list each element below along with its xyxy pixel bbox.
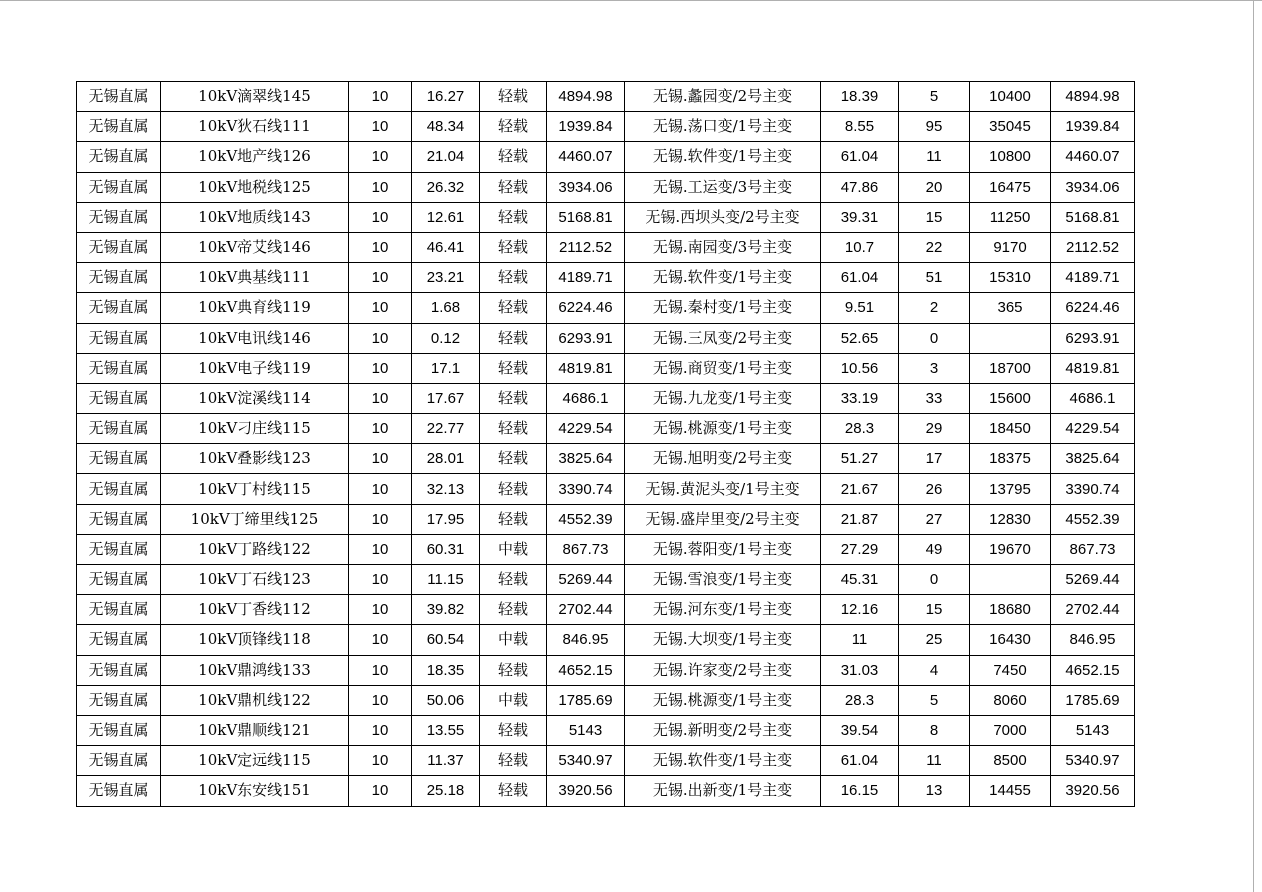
- transformer-load-rate-cell: 31.03: [821, 655, 899, 685]
- load-rate-cell: 23.21: [412, 263, 480, 293]
- transformer-load-rate-cell: 47.86: [821, 172, 899, 202]
- substation-transformer-cell: 无锡.软件变/1号主变: [625, 263, 821, 293]
- transformer-load-rate-cell: 45.31: [821, 565, 899, 595]
- substation-transformer-cell: 无锡.商贸变/1号主变: [625, 353, 821, 383]
- user-count-cell: 51: [899, 263, 970, 293]
- transformer-load-rate-cell: 61.04: [821, 142, 899, 172]
- load-rate-cell: 11.15: [412, 565, 480, 595]
- voltage-cell: 10: [349, 655, 412, 685]
- load-status-cell: 中载: [480, 625, 547, 655]
- line-name-cell: 10kV丁香线112: [161, 595, 349, 625]
- table-row: [77, 595, 1135, 625]
- load-rate-cell: 12.61: [412, 202, 480, 232]
- available-capacity-cell: 5340.97: [1051, 746, 1135, 776]
- line-name-cell: 10kV电讯线146: [161, 323, 349, 353]
- unit-cell: 无锡直属: [77, 595, 161, 625]
- unit-cell: 无锡直属: [77, 172, 161, 202]
- load-rate-cell: 17.95: [412, 504, 480, 534]
- load-rate-cell: 50.06: [412, 685, 480, 715]
- available-capacity-cell: 4460.07: [1051, 142, 1135, 172]
- user-count-cell: 13: [899, 776, 970, 806]
- user-capacity-cell: [970, 323, 1051, 353]
- line-name-cell: 10kV狄石线111: [161, 112, 349, 142]
- user-capacity-cell: 19670: [970, 534, 1051, 564]
- substation-transformer-cell: 无锡.工运变/3号主变: [625, 172, 821, 202]
- transformer-load-rate-cell: 8.55: [821, 112, 899, 142]
- substation-transformer-cell: 无锡.荡口变/1号主变: [625, 112, 821, 142]
- voltage-cell: 10: [349, 625, 412, 655]
- user-capacity-cell: 14455: [970, 776, 1051, 806]
- load-status-cell: 轻载: [480, 142, 547, 172]
- transformer-load-rate-cell: 39.31: [821, 202, 899, 232]
- remaining-capacity-cell: 4686.1: [547, 383, 625, 413]
- load-rate-cell: 48.34: [412, 112, 480, 142]
- load-rate-cell: 25.18: [412, 776, 480, 806]
- remaining-capacity-cell: 4552.39: [547, 504, 625, 534]
- available-capacity-cell: 3934.06: [1051, 172, 1135, 202]
- load-rate-cell: 39.82: [412, 595, 480, 625]
- substation-transformer-cell: 无锡.雪浪变/1号主变: [625, 565, 821, 595]
- unit-cell: 无锡直属: [77, 112, 161, 142]
- substation-transformer-cell: 无锡.蠡园变/2号主变: [625, 82, 821, 112]
- user-capacity-cell: 16430: [970, 625, 1051, 655]
- user-count-cell: 11: [899, 142, 970, 172]
- transformer-load-rate-cell: 27.29: [821, 534, 899, 564]
- load-status-cell: 轻载: [480, 172, 547, 202]
- user-capacity-cell: [970, 565, 1051, 595]
- remaining-capacity-cell: 6224.46: [547, 293, 625, 323]
- available-capacity-cell: 4552.39: [1051, 504, 1135, 534]
- remaining-capacity-cell: 4229.54: [547, 414, 625, 444]
- voltage-cell: 10: [349, 504, 412, 534]
- line-name-cell: 10kV滴翠线145: [161, 82, 349, 112]
- load-rate-cell: 16.27: [412, 82, 480, 112]
- user-capacity-cell: 16475: [970, 172, 1051, 202]
- load-status-cell: 轻载: [480, 414, 547, 444]
- line-name-cell: 10kV典育线119: [161, 293, 349, 323]
- user-capacity-cell: 18450: [970, 414, 1051, 444]
- load-status-cell: 中载: [480, 534, 547, 564]
- available-capacity-cell: 2702.44: [1051, 595, 1135, 625]
- user-count-cell: 49: [899, 534, 970, 564]
- substation-transformer-cell: 无锡.河东变/1号主变: [625, 595, 821, 625]
- unit-cell: 无锡直属: [77, 565, 161, 595]
- user-capacity-cell: 13795: [970, 474, 1051, 504]
- substation-transformer-cell: 无锡.三凤变/2号主变: [625, 323, 821, 353]
- remaining-capacity-cell: 846.95: [547, 625, 625, 655]
- remaining-capacity-cell: 5340.97: [547, 746, 625, 776]
- line-name-cell: 10kV丁路线122: [161, 534, 349, 564]
- voltage-cell: 10: [349, 263, 412, 293]
- load-rate-cell: 60.54: [412, 625, 480, 655]
- unit-cell: 无锡直属: [77, 414, 161, 444]
- available-capacity-cell: 5269.44: [1051, 565, 1135, 595]
- table-row: [77, 715, 1135, 745]
- voltage-cell: 10: [349, 232, 412, 262]
- remaining-capacity-cell: 6293.91: [547, 323, 625, 353]
- line-name-cell: 10kV鼎鸿线133: [161, 655, 349, 685]
- transformer-load-rate-cell: 9.51: [821, 293, 899, 323]
- table-row: [77, 323, 1135, 353]
- transformer-load-rate-cell: 51.27: [821, 444, 899, 474]
- voltage-cell: 10: [349, 414, 412, 444]
- user-count-cell: 0: [899, 323, 970, 353]
- voltage-cell: 10: [349, 776, 412, 806]
- table-row: [77, 685, 1135, 715]
- unit-cell: 无锡直属: [77, 293, 161, 323]
- transformer-load-rate-cell: 28.3: [821, 414, 899, 444]
- table-row: [77, 353, 1135, 383]
- unit-cell: 无锡直属: [77, 323, 161, 353]
- user-capacity-cell: 7450: [970, 655, 1051, 685]
- remaining-capacity-cell: 3825.64: [547, 444, 625, 474]
- voltage-cell: 10: [349, 534, 412, 564]
- voltage-cell: 10: [349, 685, 412, 715]
- user-capacity-cell: 8500: [970, 746, 1051, 776]
- page-right-border: [1253, 0, 1254, 892]
- remaining-capacity-cell: 1939.84: [547, 112, 625, 142]
- line-name-cell: 10kV顶锋线118: [161, 625, 349, 655]
- substation-transformer-cell: 无锡.南园变/3号主变: [625, 232, 821, 262]
- available-capacity-cell: 6293.91: [1051, 323, 1135, 353]
- load-rate-cell: 17.1: [412, 353, 480, 383]
- available-capacity-cell: 6224.46: [1051, 293, 1135, 323]
- user-count-cell: 8: [899, 715, 970, 745]
- available-capacity-cell: 4686.1: [1051, 383, 1135, 413]
- table-row: [77, 383, 1135, 413]
- available-capacity-cell: 867.73: [1051, 534, 1135, 564]
- load-status-cell: 轻载: [480, 474, 547, 504]
- table-row: [77, 625, 1135, 655]
- load-status-cell: 轻载: [480, 202, 547, 232]
- unit-cell: 无锡直属: [77, 353, 161, 383]
- available-capacity-cell: 4189.71: [1051, 263, 1135, 293]
- available-capacity-cell: 4819.81: [1051, 353, 1135, 383]
- user-capacity-cell: 10400: [970, 82, 1051, 112]
- table-row: [77, 474, 1135, 504]
- voltage-cell: 10: [349, 142, 412, 172]
- load-rate-cell: 21.04: [412, 142, 480, 172]
- transformer-load-rate-cell: 33.19: [821, 383, 899, 413]
- user-count-cell: 26: [899, 474, 970, 504]
- user-count-cell: 15: [899, 202, 970, 232]
- feeder-load-table: [76, 81, 1135, 807]
- transformer-load-rate-cell: 52.65: [821, 323, 899, 353]
- substation-transformer-cell: 无锡.旭明变/2号主变: [625, 444, 821, 474]
- user-capacity-cell: 15600: [970, 383, 1051, 413]
- table-row: [77, 655, 1135, 685]
- user-capacity-cell: 7000: [970, 715, 1051, 745]
- voltage-cell: 10: [349, 383, 412, 413]
- unit-cell: 无锡直属: [77, 504, 161, 534]
- user-count-cell: 25: [899, 625, 970, 655]
- available-capacity-cell: 5143: [1051, 715, 1135, 745]
- table-row: [77, 232, 1135, 262]
- line-name-cell: 10kV刁庄线115: [161, 414, 349, 444]
- remaining-capacity-cell: 4894.98: [547, 82, 625, 112]
- user-count-cell: 27: [899, 504, 970, 534]
- substation-transformer-cell: 无锡.九龙变/1号主变: [625, 383, 821, 413]
- available-capacity-cell: 4229.54: [1051, 414, 1135, 444]
- table-row: [77, 172, 1135, 202]
- substation-transformer-cell: 无锡.新明变/2号主变: [625, 715, 821, 745]
- voltage-cell: 10: [349, 353, 412, 383]
- load-status-cell: 轻载: [480, 776, 547, 806]
- substation-transformer-cell: 无锡.出新变/1号主变: [625, 776, 821, 806]
- transformer-load-rate-cell: 28.3: [821, 685, 899, 715]
- voltage-cell: 10: [349, 595, 412, 625]
- line-name-cell: 10kV定远线115: [161, 746, 349, 776]
- page-top-border: [0, 0, 1262, 1]
- table-row: [77, 112, 1135, 142]
- available-capacity-cell: 3825.64: [1051, 444, 1135, 474]
- load-rate-cell: 46.41: [412, 232, 480, 262]
- line-name-cell: 10kV地税线125: [161, 172, 349, 202]
- user-capacity-cell: 15310: [970, 263, 1051, 293]
- substation-transformer-cell: 无锡.软件变/1号主变: [625, 142, 821, 172]
- voltage-cell: 10: [349, 715, 412, 745]
- remaining-capacity-cell: 4460.07: [547, 142, 625, 172]
- remaining-capacity-cell: 2702.44: [547, 595, 625, 625]
- load-rate-cell: 22.77: [412, 414, 480, 444]
- voltage-cell: 10: [349, 112, 412, 142]
- voltage-cell: 10: [349, 474, 412, 504]
- table-row: [77, 746, 1135, 776]
- load-status-cell: 轻载: [480, 595, 547, 625]
- unit-cell: 无锡直属: [77, 474, 161, 504]
- substation-transformer-cell: 无锡.桃源变/1号主变: [625, 414, 821, 444]
- transformer-load-rate-cell: 12.16: [821, 595, 899, 625]
- user-count-cell: 17: [899, 444, 970, 474]
- remaining-capacity-cell: 867.73: [547, 534, 625, 564]
- substation-transformer-cell: 无锡.许家变/2号主变: [625, 655, 821, 685]
- line-name-cell: 10kV叠影线123: [161, 444, 349, 474]
- user-count-cell: 20: [899, 172, 970, 202]
- spreadsheet: [76, 81, 1135, 807]
- load-status-cell: 轻载: [480, 293, 547, 323]
- load-status-cell: 中载: [480, 685, 547, 715]
- table-row: [77, 504, 1135, 534]
- user-count-cell: 33: [899, 383, 970, 413]
- available-capacity-cell: 1785.69: [1051, 685, 1135, 715]
- line-name-cell: 10kV地质线143: [161, 202, 349, 232]
- user-count-cell: 11: [899, 746, 970, 776]
- load-status-cell: 轻载: [480, 82, 547, 112]
- load-status-cell: 轻载: [480, 353, 547, 383]
- voltage-cell: 10: [349, 746, 412, 776]
- line-name-cell: 10kV鼎机线122: [161, 685, 349, 715]
- unit-cell: 无锡直属: [77, 263, 161, 293]
- load-status-cell: 轻载: [480, 112, 547, 142]
- line-name-cell: 10kV典基线111: [161, 263, 349, 293]
- line-name-cell: 10kV丁石线123: [161, 565, 349, 595]
- table-row: [77, 565, 1135, 595]
- table-row: [77, 776, 1135, 806]
- remaining-capacity-cell: 5168.81: [547, 202, 625, 232]
- line-name-cell: 10kV丁缔里线125: [161, 504, 349, 534]
- transformer-load-rate-cell: 16.15: [821, 776, 899, 806]
- table-row: [77, 263, 1135, 293]
- available-capacity-cell: 4894.98: [1051, 82, 1135, 112]
- transformer-load-rate-cell: 21.87: [821, 504, 899, 534]
- load-status-cell: 轻载: [480, 444, 547, 474]
- user-count-cell: 2: [899, 293, 970, 323]
- user-count-cell: 29: [899, 414, 970, 444]
- unit-cell: 无锡直属: [77, 232, 161, 262]
- line-name-cell: 10kV地产线126: [161, 142, 349, 172]
- available-capacity-cell: 5168.81: [1051, 202, 1135, 232]
- user-count-cell: 95: [899, 112, 970, 142]
- substation-transformer-cell: 无锡.西坝头变/2号主变: [625, 202, 821, 232]
- table-row: [77, 444, 1135, 474]
- user-count-cell: 5: [899, 685, 970, 715]
- table-row: [77, 414, 1135, 444]
- unit-cell: 无锡直属: [77, 625, 161, 655]
- table-row: [77, 202, 1135, 232]
- user-capacity-cell: 8060: [970, 685, 1051, 715]
- remaining-capacity-cell: 3390.74: [547, 474, 625, 504]
- voltage-cell: 10: [349, 293, 412, 323]
- user-capacity-cell: 11250: [970, 202, 1051, 232]
- line-name-cell: 10kV鼎顺线121: [161, 715, 349, 745]
- user-count-cell: 0: [899, 565, 970, 595]
- substation-transformer-cell: 无锡.桃源变/1号主变: [625, 685, 821, 715]
- available-capacity-cell: 3390.74: [1051, 474, 1135, 504]
- unit-cell: 无锡直属: [77, 142, 161, 172]
- unit-cell: 无锡直属: [77, 82, 161, 112]
- user-count-cell: 5: [899, 82, 970, 112]
- unit-cell: 无锡直属: [77, 746, 161, 776]
- line-name-cell: 10kV电子线119: [161, 353, 349, 383]
- unit-cell: 无锡直属: [77, 685, 161, 715]
- remaining-capacity-cell: 5269.44: [547, 565, 625, 595]
- substation-transformer-cell: 无锡.蓉阳变/1号主变: [625, 534, 821, 564]
- unit-cell: 无锡直属: [77, 776, 161, 806]
- user-capacity-cell: 18375: [970, 444, 1051, 474]
- substation-transformer-cell: 无锡.软件变/1号主变: [625, 746, 821, 776]
- voltage-cell: 10: [349, 444, 412, 474]
- transformer-load-rate-cell: 61.04: [821, 746, 899, 776]
- load-status-cell: 轻载: [480, 746, 547, 776]
- remaining-capacity-cell: 4189.71: [547, 263, 625, 293]
- user-capacity-cell: 35045: [970, 112, 1051, 142]
- voltage-cell: 10: [349, 323, 412, 353]
- voltage-cell: 10: [349, 202, 412, 232]
- unit-cell: 无锡直属: [77, 383, 161, 413]
- unit-cell: 无锡直属: [77, 715, 161, 745]
- remaining-capacity-cell: 2112.52: [547, 232, 625, 262]
- load-rate-cell: 1.68: [412, 293, 480, 323]
- user-capacity-cell: 365: [970, 293, 1051, 323]
- table-row: [77, 82, 1135, 112]
- remaining-capacity-cell: 4819.81: [547, 353, 625, 383]
- remaining-capacity-cell: 1785.69: [547, 685, 625, 715]
- unit-cell: 无锡直属: [77, 655, 161, 685]
- user-capacity-cell: 9170: [970, 232, 1051, 262]
- user-count-cell: 4: [899, 655, 970, 685]
- voltage-cell: 10: [349, 172, 412, 202]
- load-status-cell: 轻载: [480, 504, 547, 534]
- user-capacity-cell: 12830: [970, 504, 1051, 534]
- available-capacity-cell: 2112.52: [1051, 232, 1135, 262]
- transformer-load-rate-cell: 10.56: [821, 353, 899, 383]
- line-name-cell: 10kV东安线151: [161, 776, 349, 806]
- line-name-cell: 10kV帝艾线146: [161, 232, 349, 262]
- line-name-cell: 10kV淀溪线114: [161, 383, 349, 413]
- load-rate-cell: 26.32: [412, 172, 480, 202]
- load-rate-cell: 32.13: [412, 474, 480, 504]
- load-rate-cell: 17.67: [412, 383, 480, 413]
- remaining-capacity-cell: 3934.06: [547, 172, 625, 202]
- user-count-cell: 22: [899, 232, 970, 262]
- transformer-load-rate-cell: 61.04: [821, 263, 899, 293]
- user-capacity-cell: 18700: [970, 353, 1051, 383]
- load-status-cell: 轻载: [480, 715, 547, 745]
- line-name-cell: 10kV丁村线115: [161, 474, 349, 504]
- transformer-load-rate-cell: 18.39: [821, 82, 899, 112]
- load-rate-cell: 18.35: [412, 655, 480, 685]
- transformer-load-rate-cell: 39.54: [821, 715, 899, 745]
- available-capacity-cell: 3920.56: [1051, 776, 1135, 806]
- voltage-cell: 10: [349, 82, 412, 112]
- table-body: [77, 82, 1135, 807]
- unit-cell: 无锡直属: [77, 444, 161, 474]
- available-capacity-cell: 846.95: [1051, 625, 1135, 655]
- user-capacity-cell: 18680: [970, 595, 1051, 625]
- substation-transformer-cell: 无锡.大坝变/1号主变: [625, 625, 821, 655]
- remaining-capacity-cell: 5143: [547, 715, 625, 745]
- substation-transformer-cell: 无锡.黄泥头变/1号主变: [625, 474, 821, 504]
- transformer-load-rate-cell: 11: [821, 625, 899, 655]
- voltage-cell: 10: [349, 565, 412, 595]
- table-row: [77, 142, 1135, 172]
- load-rate-cell: 60.31: [412, 534, 480, 564]
- load-status-cell: 轻载: [480, 655, 547, 685]
- table-row: [77, 534, 1135, 564]
- load-rate-cell: 0.12: [412, 323, 480, 353]
- load-status-cell: 轻载: [480, 565, 547, 595]
- user-count-cell: 15: [899, 595, 970, 625]
- load-status-cell: 轻载: [480, 383, 547, 413]
- load-rate-cell: 11.37: [412, 746, 480, 776]
- transformer-load-rate-cell: 21.67: [821, 474, 899, 504]
- remaining-capacity-cell: 3920.56: [547, 776, 625, 806]
- remaining-capacity-cell: 4652.15: [547, 655, 625, 685]
- user-count-cell: 3: [899, 353, 970, 383]
- substation-transformer-cell: 无锡.秦村变/1号主变: [625, 293, 821, 323]
- unit-cell: 无锡直属: [77, 202, 161, 232]
- load-rate-cell: 28.01: [412, 444, 480, 474]
- unit-cell: 无锡直属: [77, 534, 161, 564]
- load-rate-cell: 13.55: [412, 715, 480, 745]
- transformer-load-rate-cell: 10.7: [821, 232, 899, 262]
- load-status-cell: 轻载: [480, 232, 547, 262]
- substation-transformer-cell: 无锡.盛岸里变/2号主变: [625, 504, 821, 534]
- load-status-cell: 轻载: [480, 323, 547, 353]
- load-status-cell: 轻载: [480, 263, 547, 293]
- table-row: [77, 293, 1135, 323]
- available-capacity-cell: 4652.15: [1051, 655, 1135, 685]
- user-capacity-cell: 10800: [970, 142, 1051, 172]
- available-capacity-cell: 1939.84: [1051, 112, 1135, 142]
